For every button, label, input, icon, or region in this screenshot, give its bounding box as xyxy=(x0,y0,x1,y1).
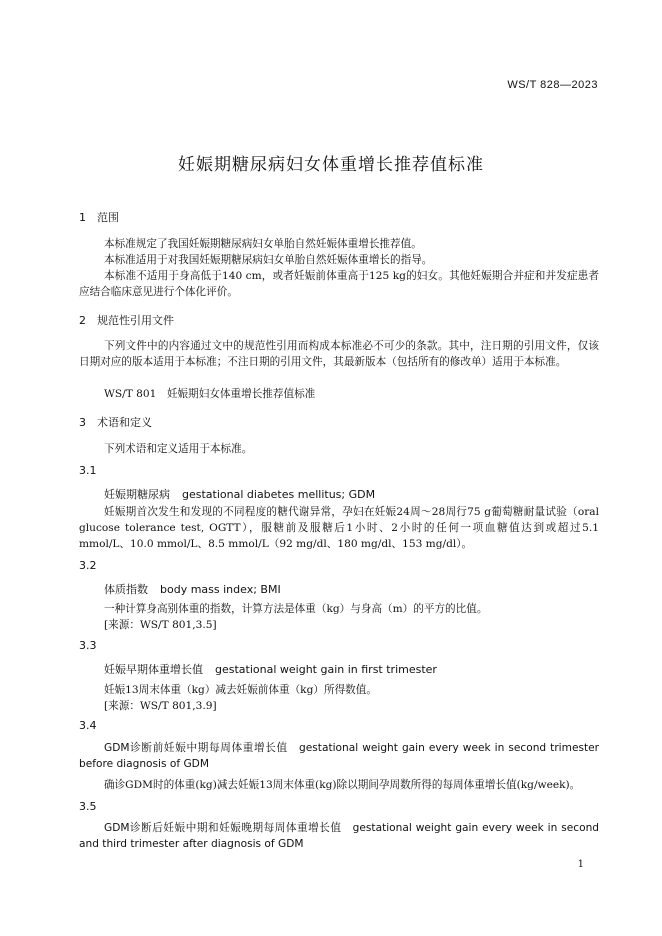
term-number: 3.5 xyxy=(79,800,97,813)
term-en: gestational diabetes mellitus; GDM xyxy=(182,488,376,501)
document-code: WS/T 828—2023 xyxy=(507,79,598,91)
section-2-heading xyxy=(79,312,174,328)
term-en: body mass index; BMI xyxy=(160,583,281,596)
normative-reference: WS/T 801 妊娠期妇女体重增长推荐值标准 xyxy=(104,388,316,400)
term-source: [来源：WS/T 801,3.5] xyxy=(104,619,217,631)
term-heading xyxy=(104,581,281,597)
term-en: gestational weight gain in first trimester xyxy=(215,663,437,676)
term-heading xyxy=(104,661,437,677)
term-definition: 妊娠13周末体重（kg）减去妊娠前体重（kg）所得数值。 xyxy=(104,684,377,696)
paragraph: 本标准不适用于身高低于140 cm，或者妊娠前体重高于125 kg的妇女。其他妊娠期合并症和并发症患者应结合临床意见进行个体化评价。 xyxy=(79,270,599,298)
term-en: gestational weight gain every week in second and third trimester after diagnosis of GDM xyxy=(79,822,600,850)
paragraph: 下列术语和定义适用于本标准。 xyxy=(104,443,253,455)
section-title: 术语和定义 xyxy=(97,416,152,429)
section-number: 1 xyxy=(79,211,86,224)
term-definition: 一种计算身高别体重的指数，计算方法是体重（kg）与身高（m）的平方的比值。 xyxy=(104,603,488,615)
section-title: 范围 xyxy=(97,211,119,224)
term-zh: GDM诊断前妊娠中期每周体重增长值 xyxy=(104,742,288,754)
term-zh: 妊娠早期体重增长值 xyxy=(104,663,203,676)
term-number: 3.3 xyxy=(79,639,97,652)
section-3-heading xyxy=(79,414,152,430)
term-number: 3.2 xyxy=(79,559,97,572)
section-title: 规范性引用文件 xyxy=(97,314,174,327)
page-number: 1 xyxy=(577,859,584,870)
paragraph: 本标准规定了我国妊娠期糖尿病妇女单胎自然妊娠体重增长推荐值。 xyxy=(104,238,422,250)
term-zh: GDM诊断后妊娠中期和妊娠晚期每周体重增长值 xyxy=(104,822,342,834)
term-heading xyxy=(104,486,375,502)
page-title: 妊娠期糖尿病妇女体重增长推荐值标准 xyxy=(178,155,484,175)
term-zh: 妊娠期糖尿病 xyxy=(104,488,170,501)
term-number: 3.1 xyxy=(79,464,97,477)
term-zh: 体质指数 xyxy=(104,583,148,596)
term-definition: 妊娠期首次发生和发现的不同程度的糖代谢异常，孕妇在妊娠24周～28周行75 g葡萄糖耐量试验（oral glucose tolerance test, OGTT），服糖前及服糖后1小时、2小时的任何一项血糖值达到或超过5.1 mmol/L、10.0 mmol/L、8.5 mmol/L（92 mg/dl、180 mg/dl、153 mg/dl）。 xyxy=(79,506,599,550)
section-1-heading xyxy=(79,209,119,225)
term-definition: 确诊GDM时的体重(kg)减去妊娠13周末体重(kg)除以期间孕周数所得的每周体重增长值(kg/week)。 xyxy=(104,779,581,791)
term-number: 3.4 xyxy=(79,719,97,732)
paragraph: 下列文件中的内容通过文中的规范性引用而构成本标准必不可少的条款。其中，注日期的引用文件，仅该日期对应的版本适用于本标准；不注日期的引用文件，其最新版本（包括所有的修改单）适用于本标准。 xyxy=(79,340,599,368)
term-en: gestational weight gain every week in second trimester before diagnosis of GDM xyxy=(79,742,600,770)
term-heading xyxy=(79,740,599,772)
section-number: 2 xyxy=(79,314,86,327)
paragraph: 本标准适用于对我国妊娠期糖尿病妇女单胎自然妊娠体重增长的指导。 xyxy=(104,254,433,266)
term-source: [来源：WS/T 801,3.9] xyxy=(104,700,217,712)
term-heading xyxy=(79,820,599,852)
section-number: 3 xyxy=(79,416,86,429)
